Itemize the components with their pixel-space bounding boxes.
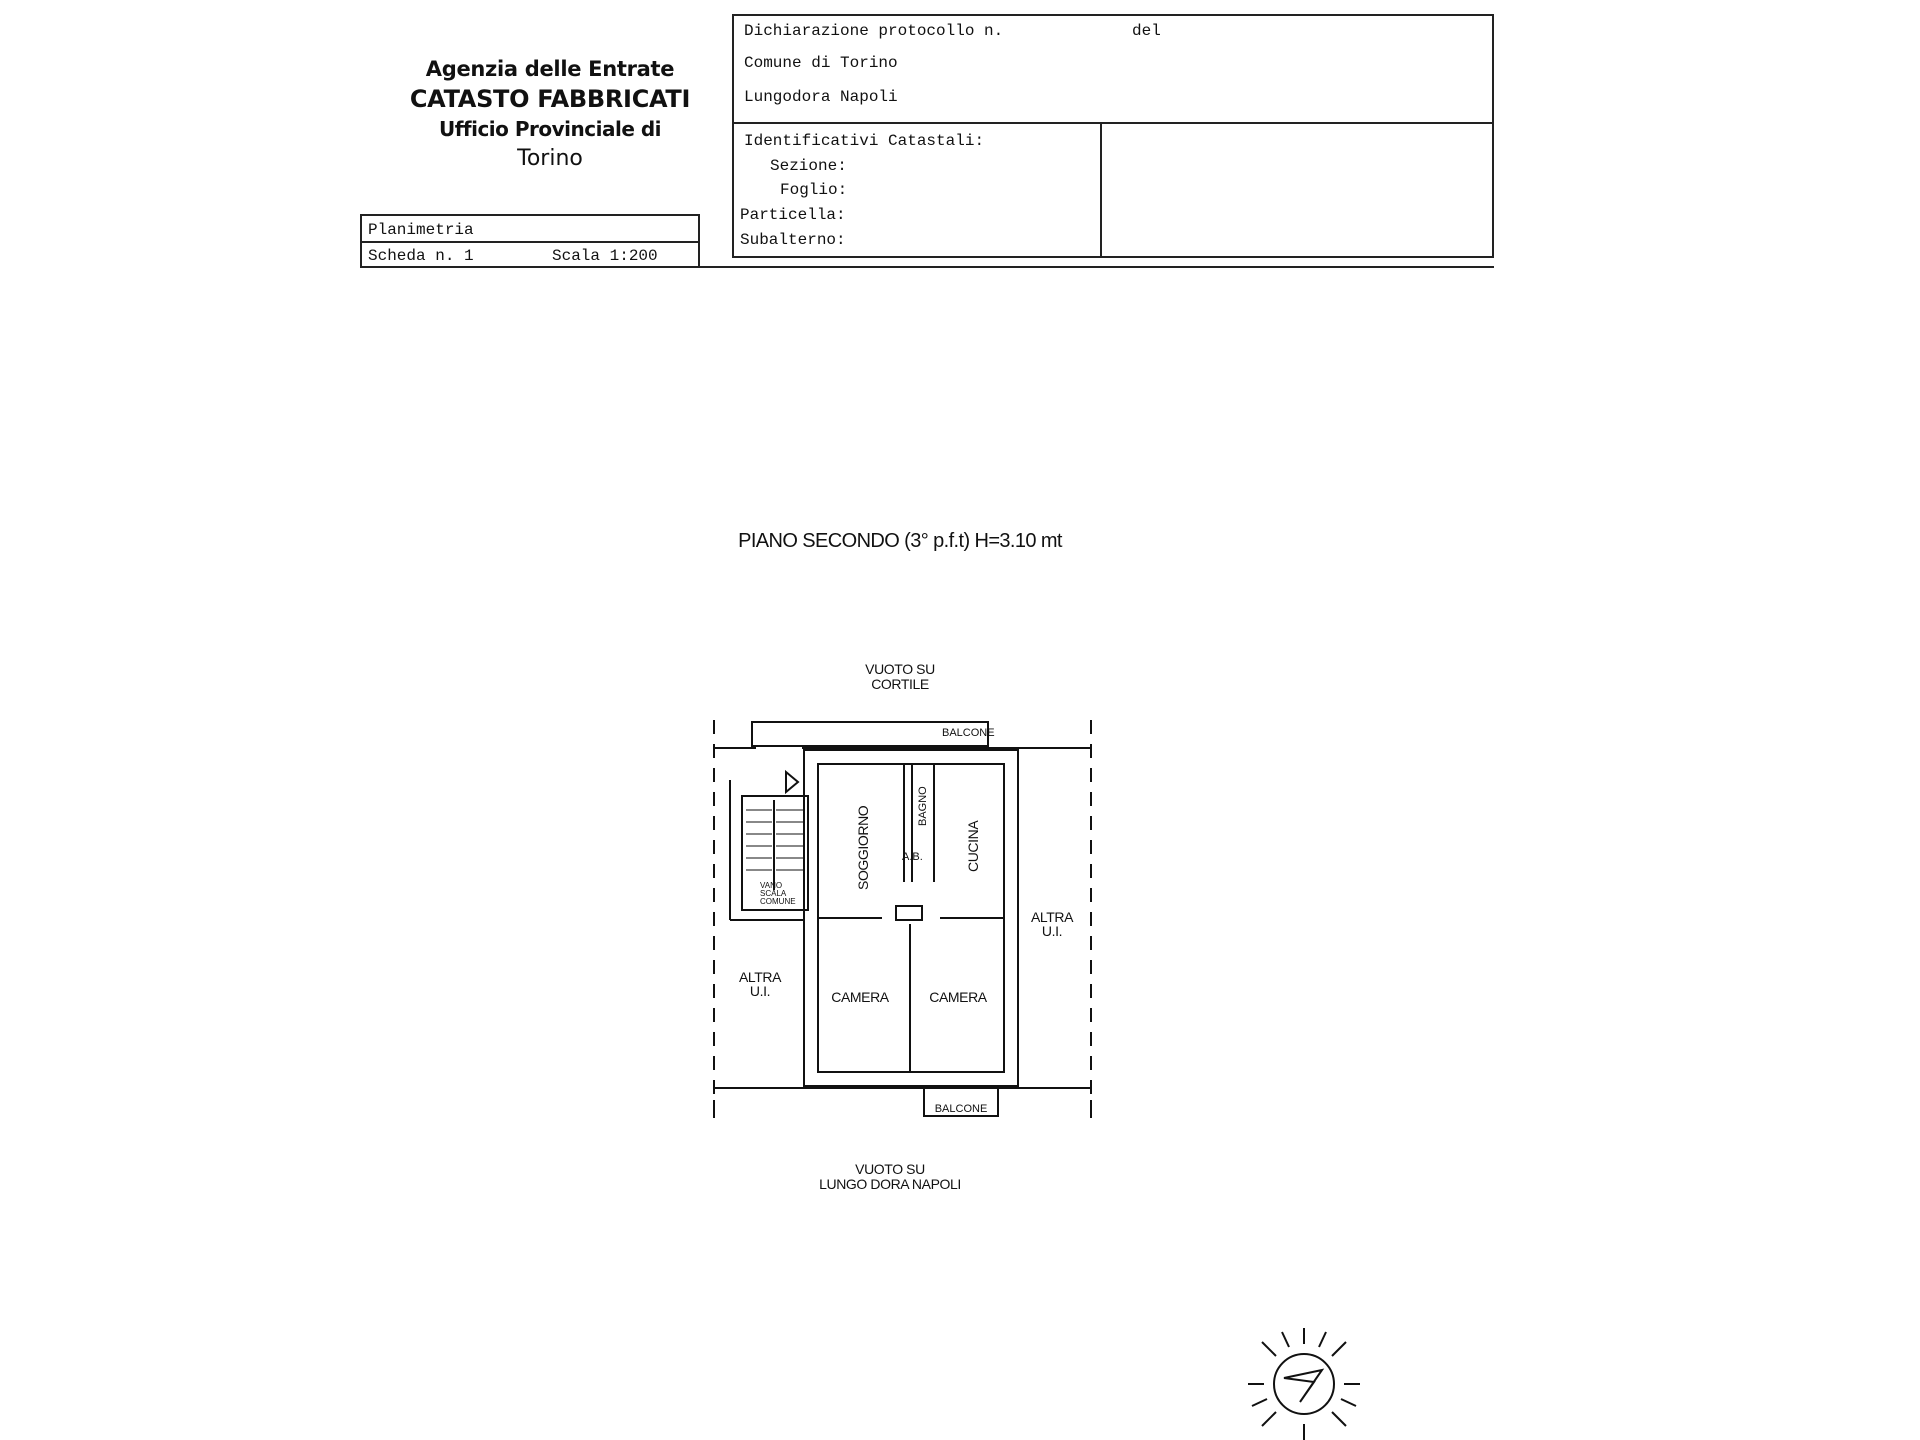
other-unit-right-line1: ALTRA: [1030, 909, 1074, 925]
sheet-number: Scheda n. 1: [368, 247, 474, 265]
office-city: Torino: [517, 146, 583, 171]
protocol-label: Dichiarazione protocollo n.: [744, 22, 1004, 40]
registry-name: CATASTO FABBRICATI: [409, 85, 691, 113]
balcony-top-label: BALCONE: [942, 727, 995, 739]
stair-label-line1: VANO: [760, 881, 783, 890]
parcel-label: Particella:: [740, 206, 846, 224]
section-label: Sezione:: [770, 157, 847, 175]
other-unit-left-line2: U.I.: [749, 983, 771, 999]
other-unit-left-line1: ALTRA: [738, 969, 782, 985]
subunit-label: Subalterno:: [740, 231, 846, 249]
address: Lungodora Napoli: [744, 88, 898, 106]
room-camera-left-label: CAMERA: [831, 989, 889, 1005]
balcony-bottom-label: BALCONE: [934, 1103, 988, 1115]
office-name: Ufficio Provinciale di: [438, 117, 662, 141]
top-surrounding-line2: CORTILE: [871, 676, 929, 692]
room-bagno-label: BAGNO: [917, 786, 929, 826]
room-camera-right-label: CAMERA: [929, 989, 987, 1005]
agency-name: Agenzia delle Entrate: [425, 57, 675, 81]
room-soggiorno-label: SOGGIORNO: [855, 805, 871, 890]
entry-arrow: [786, 772, 798, 792]
north-arrow-compass-icon: [1248, 1328, 1360, 1440]
stair-label-line3: COMUNE: [760, 897, 796, 906]
stair-label-line2: SCALA: [760, 889, 787, 898]
wall-niche: [896, 906, 922, 920]
bottom-surrounding-line2: LUNGO DORA NAPOLI: [819, 1176, 961, 1192]
date-label: del: [1132, 22, 1161, 40]
bottom-surrounding-line1: VUOTO SU: [855, 1161, 925, 1177]
top-surrounding-line1: VUOTO SU: [865, 661, 935, 677]
other-unit-right-line2: U.I.: [1041, 923, 1063, 939]
room-cucina-label: CUCINA: [965, 820, 981, 872]
plan-title: Planimetria: [368, 221, 474, 239]
floor-title: PIANO SECONDO (3° p.f.t) H=3.10 mt: [738, 530, 1062, 552]
room-ab-label: A.B.: [902, 851, 923, 863]
municipality: Comune di Torino: [744, 54, 898, 72]
sheet-label: Foglio:: [780, 181, 848, 199]
plan-scale: Scala 1:200: [552, 247, 658, 265]
cadastral-title: Identificativi Catastali:: [744, 132, 985, 150]
